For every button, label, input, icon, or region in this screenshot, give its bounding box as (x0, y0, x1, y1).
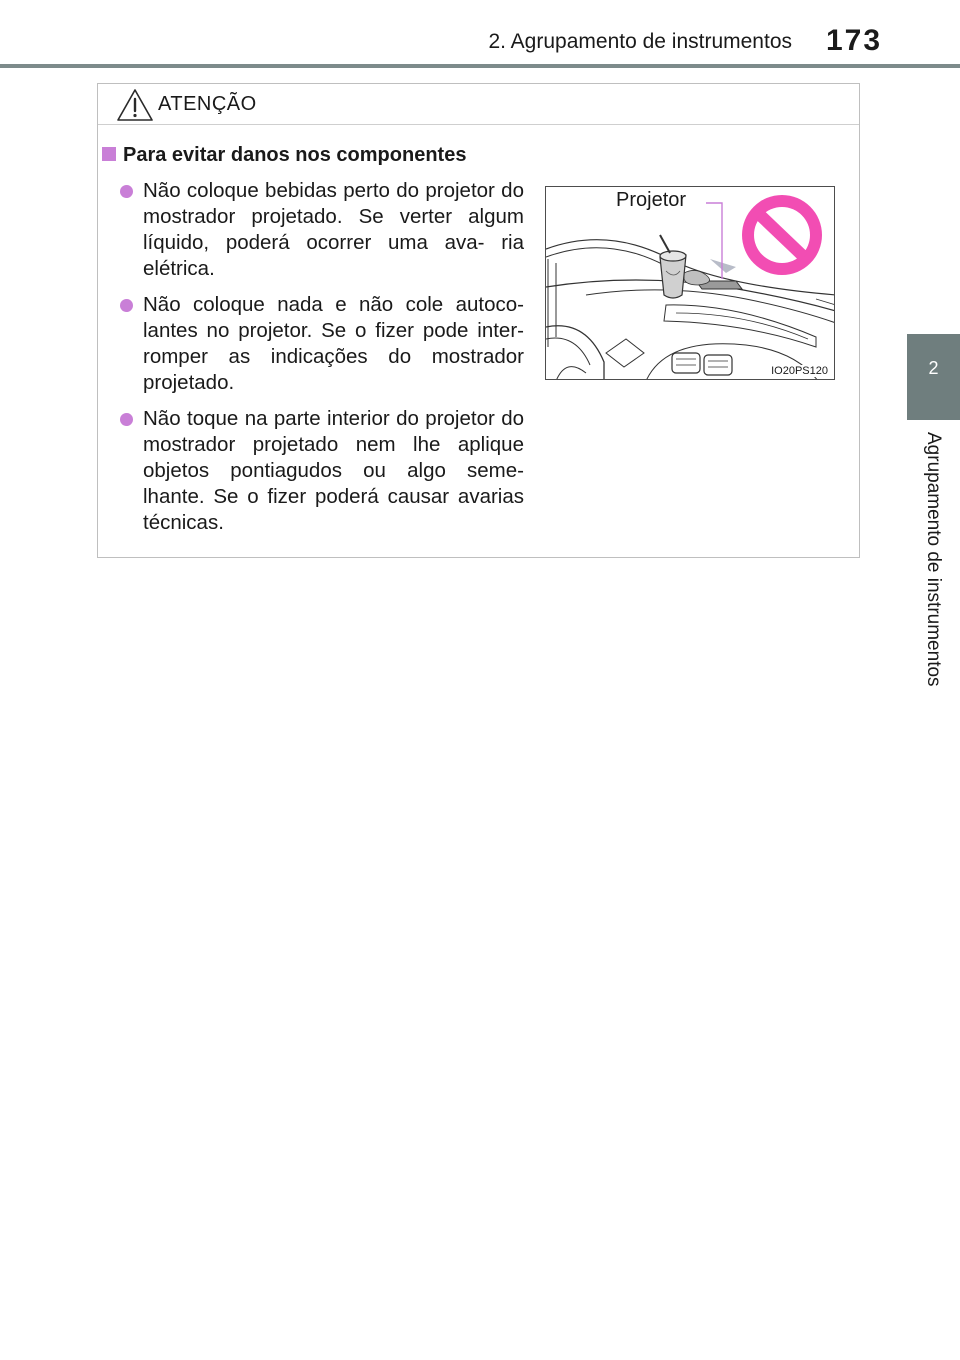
list-item-text: Não coloque bebidas perto do projetor do mostrador projetado. Se verter algum líquido, poderá ocorrer uma ava- ria elétrica. (143, 179, 524, 280)
projector-label: Projetor (616, 189, 687, 211)
chapter-side-label-text: Agrupamento de instrumentos (923, 432, 944, 687)
circle-bullet-icon (120, 299, 133, 312)
list-item (120, 406, 524, 536)
page-number: 173 (826, 24, 883, 57)
circle-bullet-icon (120, 413, 133, 426)
list-item-text: Não coloque nada e não cole autoco- lantes no projetor. Se o fizer pode inter- romper as indicações do mostrador projetado. (143, 293, 524, 394)
section-heading-text: Para evitar danos nos componentes (123, 144, 467, 166)
dashboard-illustration (545, 186, 835, 380)
dashboard-drawing (546, 187, 835, 380)
warning-list (120, 178, 524, 546)
figure-code: IO20PS120 (771, 365, 828, 377)
list-item-text: Não toque na parte interior do projetor do mostrador projetado nem lhe aplique objetos pontiagudos ou algo seme- lhante. Se o fizer poderá causar avarias técnicas. (143, 407, 524, 534)
chapter-tab-number: 2 (928, 358, 939, 378)
warning-header (98, 84, 859, 125)
running-header: 2. Agrupamento de instrumentos (488, 30, 792, 53)
list-item (120, 292, 524, 396)
circle-bullet-icon (120, 185, 133, 198)
warning-title: ATENÇÃO (158, 93, 257, 115)
warning-box (97, 83, 860, 558)
list-item (120, 178, 524, 282)
warning-triangle-icon (116, 88, 154, 122)
square-bullet-icon (102, 147, 116, 161)
section-heading (102, 144, 466, 167)
header-rule (0, 64, 960, 68)
